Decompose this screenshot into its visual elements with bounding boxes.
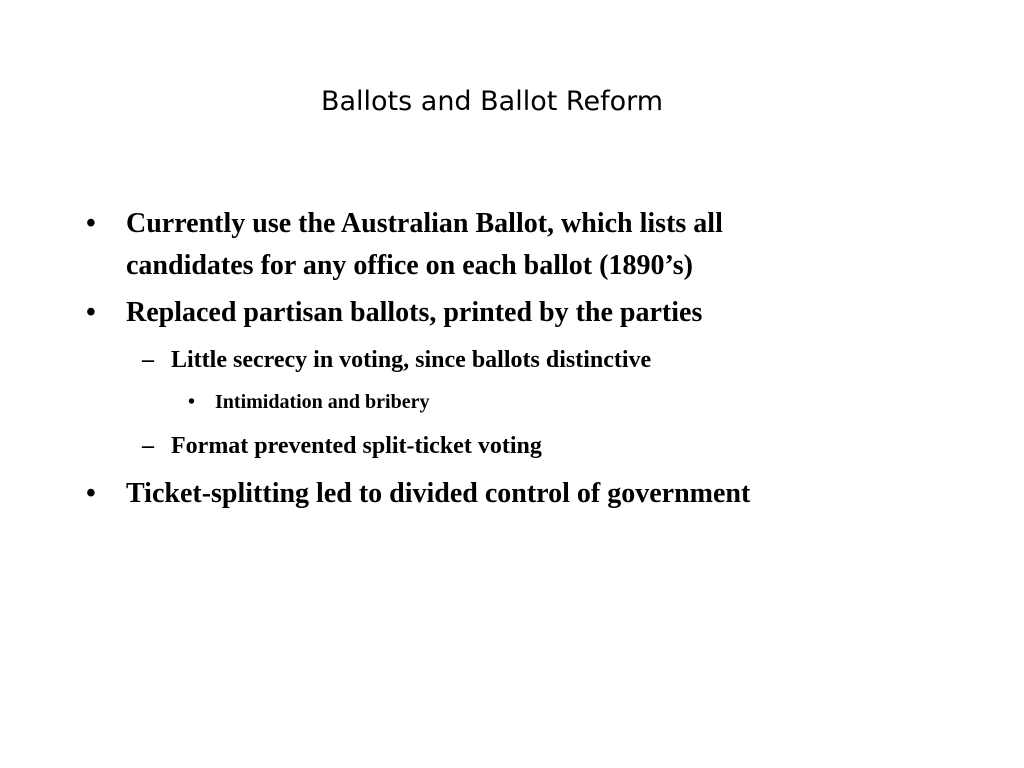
bullet-item-3: [86, 473, 846, 515]
sub-sub-bullet-item-1: [188, 387, 865, 417]
sub-bullet-item-1: [142, 343, 871, 377]
dash-marker: –: [142, 433, 154, 459]
dash-marker: –: [142, 347, 154, 373]
bullet-text: Ticket-splitting led to divided control of government: [126, 478, 751, 509]
bullet-marker: •: [86, 297, 96, 328]
bullet-item-2: [86, 292, 846, 334]
bullet-marker: •: [86, 208, 96, 239]
sub-bullet-item-2: [142, 429, 871, 463]
bullet-text: Currently use the Australian Ballot, which lists all candidates for any office on each ballot (1890’s): [126, 208, 723, 281]
bullet-marker: •: [86, 478, 96, 509]
bullet-text: Replaced partisan ballots, printed by the parties: [126, 297, 703, 328]
bullet-marker: •: [188, 391, 196, 413]
sub-bullet-text: Little secrecy in voting, since ballots distinctive: [171, 347, 652, 373]
slide-title: Ballots and Ballot Reform: [320, 86, 664, 117]
sub-sub-bullet-text: Intimidation and bribery: [215, 391, 430, 413]
bullet-item-1: [86, 203, 846, 287]
sub-bullet-text: Format prevented split-ticket voting: [171, 433, 542, 459]
